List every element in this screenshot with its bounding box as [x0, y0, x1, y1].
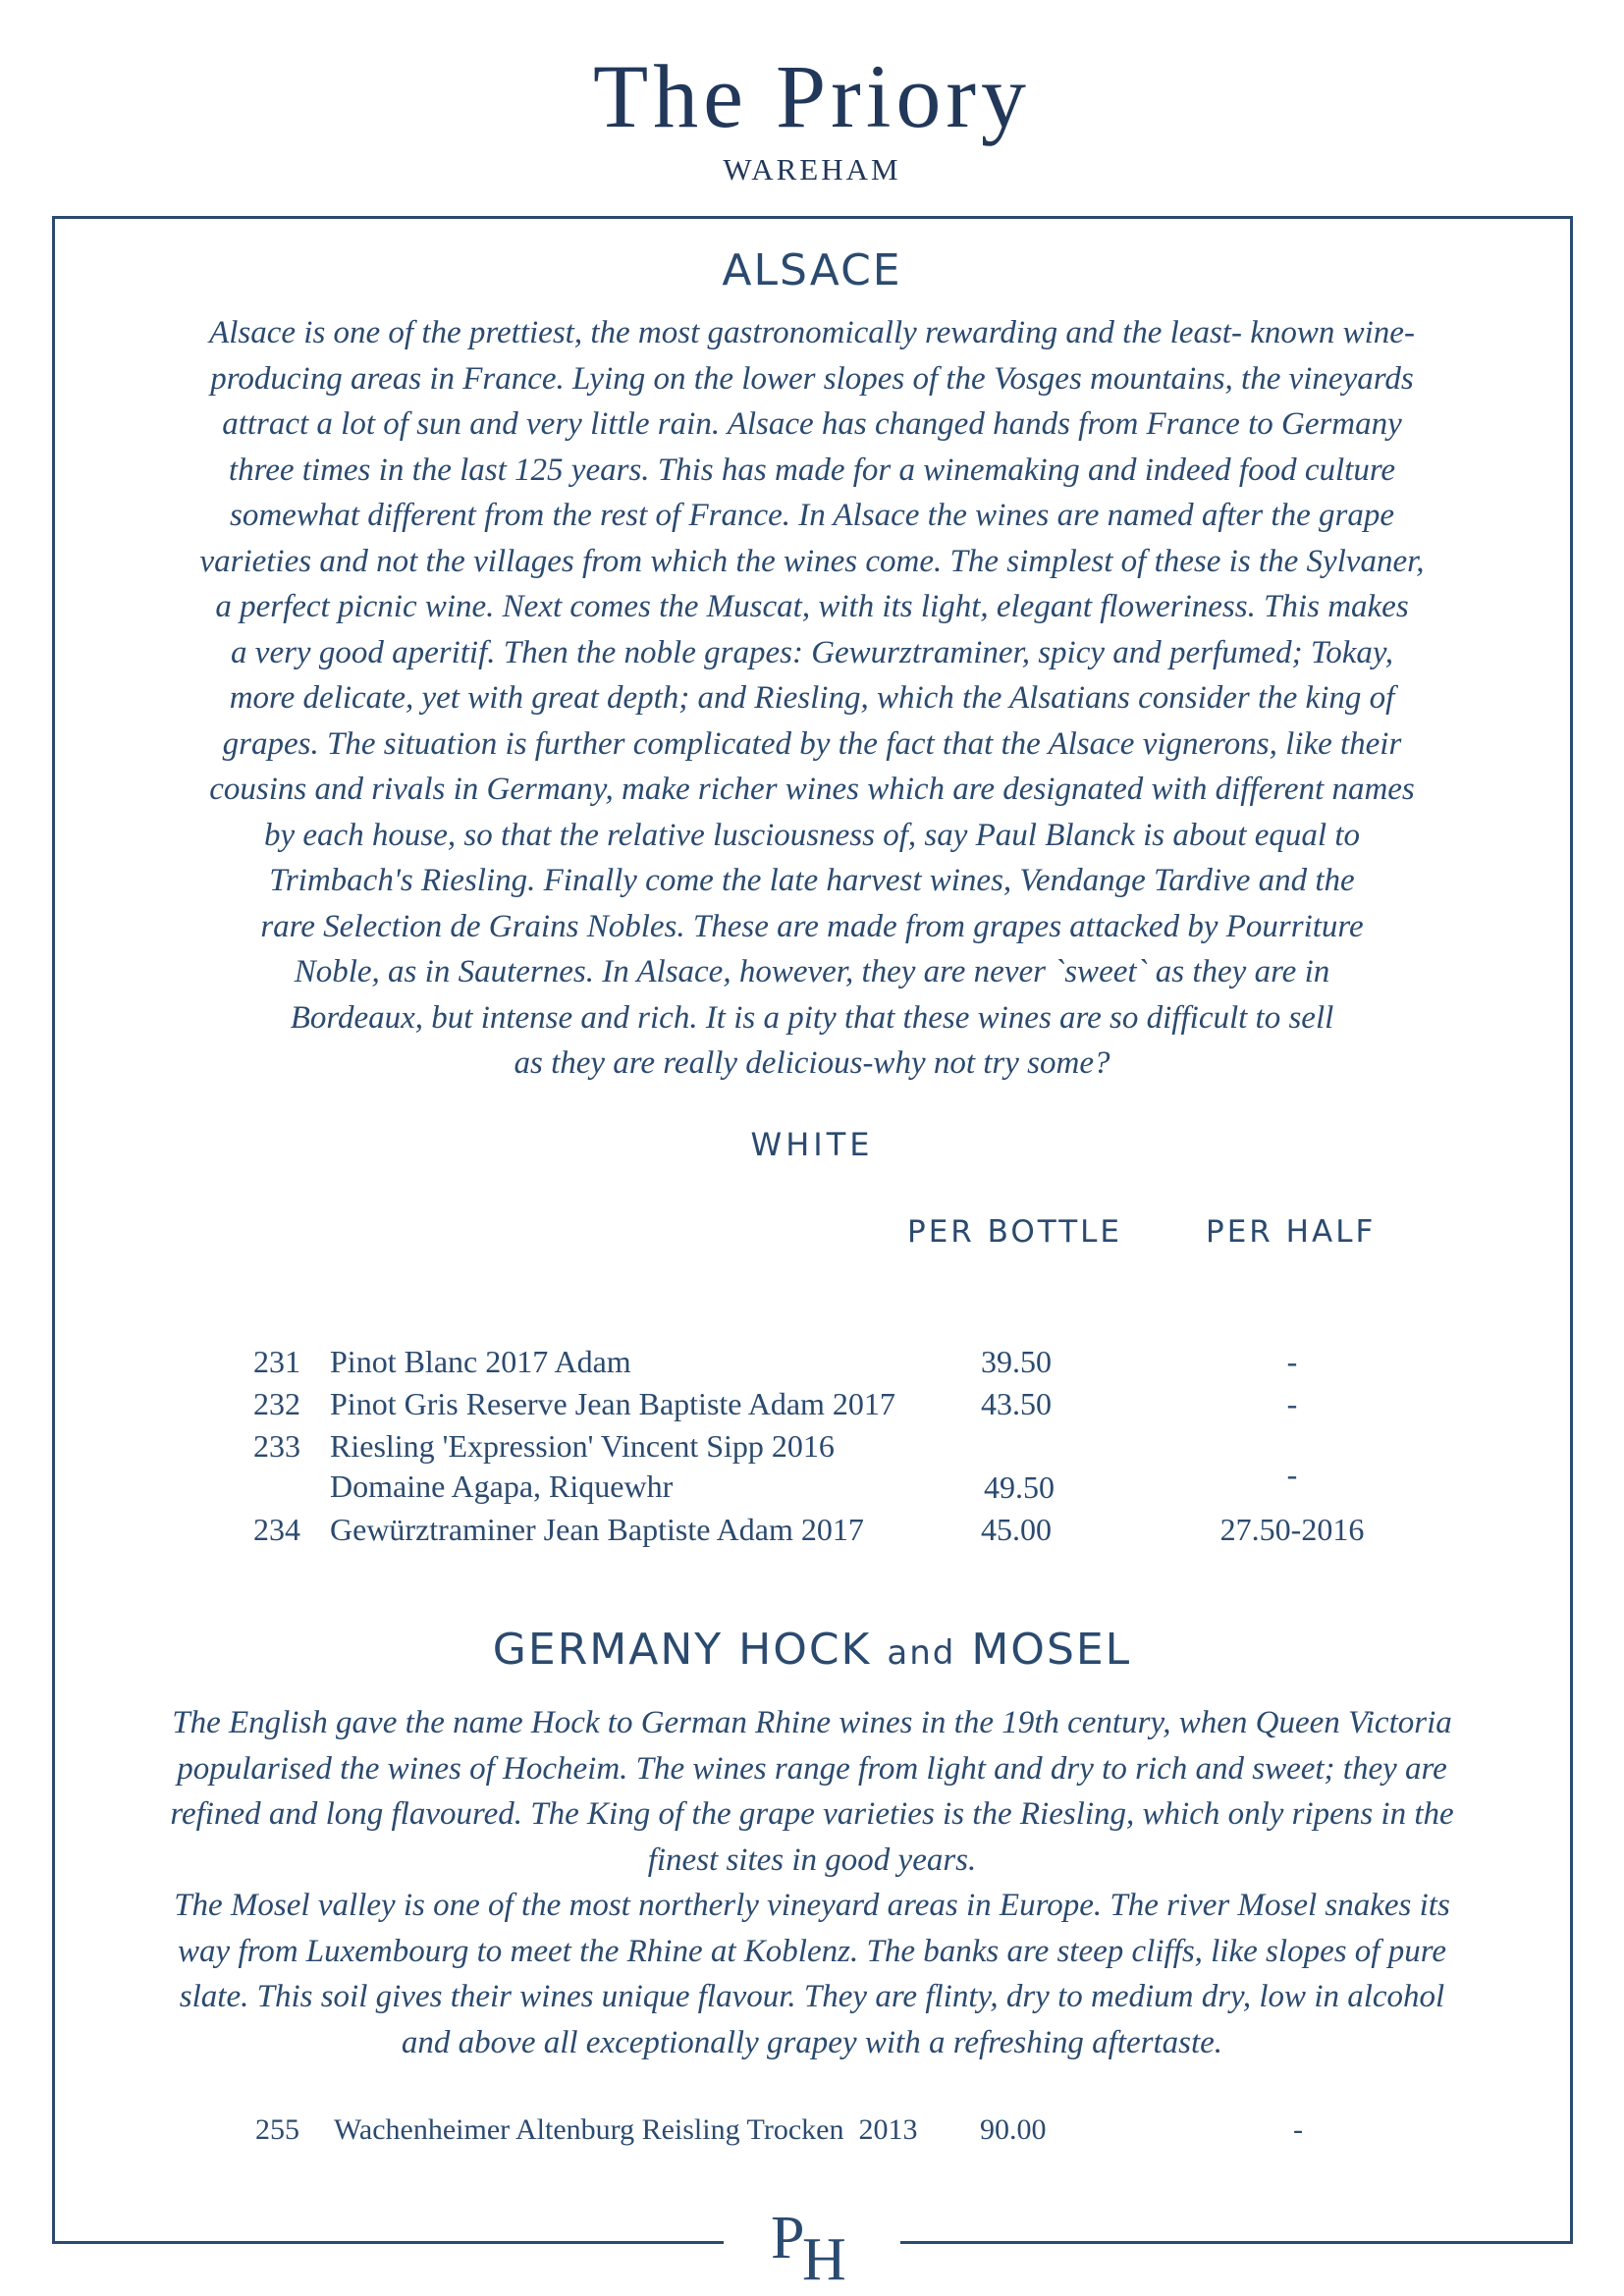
heading-part: MOSEL	[955, 1625, 1132, 1675]
wine-number: 231	[253, 1344, 300, 1379]
paragraph-line: as they are really delicious-why not try some?	[514, 1045, 1110, 1081]
wine-row	[0, 1457, 1624, 1508]
bottle-price: 43.50	[981, 1386, 1052, 1421]
bottle-price: 49.50	[984, 1469, 1055, 1505]
germany-description	[98, 1700, 1526, 2065]
paragraph-line: three times in the last 125 years. This has made for a winemaking and indeed food culture	[228, 452, 1396, 488]
paragraph-line: rare Selection de Grains Nobles. These are made from grapes attacked by Pourriture	[260, 908, 1364, 944]
paragraph-line: varieties and not the villages from which the wines come. The simplest of these is the Sylvaner,	[199, 543, 1425, 579]
alsace-description	[108, 310, 1516, 1087]
half-price: 27.50-2016	[1219, 1512, 1365, 1547]
per-half-header: PER HALF	[1206, 1214, 1377, 1250]
heading-part: GERMANY HOCK	[492, 1625, 888, 1675]
wine-name: Pinot Gris Reserve Jean Baptiste Adam 2017	[330, 1386, 895, 1421]
wine-name: Riesling 'Expression' Vincent Sipp 2016	[330, 1428, 835, 1464]
bottle-price: 45.00	[981, 1512, 1052, 1547]
wine-row	[0, 2113, 1624, 2153]
wine-number: 233	[253, 1428, 300, 1464]
paragraph-line: producing areas in France. Lying on the lower slopes of the Vosges mountains, the vineyards	[210, 360, 1414, 397]
wine-name: Domaine Agapa, Riquewhr	[330, 1468, 674, 1504]
paragraph-line: The Mosel valley is one of the most northerly vineyard areas in Europe. The river Mosel snakes its	[174, 1888, 1450, 1923]
paragraph-line: and above all exceptionally grapey with a refreshing aftertaste.	[401, 2024, 1223, 2060]
paragraph-line: Trimbach's Riesling. Finally come the late harvest wines, Vendange Tardive and the	[269, 863, 1355, 898]
paragraph-line: Bordeaux, but intense and rich. It is a pity that these wines are so difficult to sell	[290, 999, 1334, 1036]
white-subheading: WHITE	[750, 1126, 874, 1163]
wine-row	[0, 1386, 1624, 1425]
heading-and: and	[887, 1633, 956, 1673]
half-price: -	[1286, 1344, 1298, 1379]
half-price: -	[1293, 2113, 1303, 2146]
wine-name: Wachenheimer Altenburg Reisling Trocken 2013	[334, 2113, 918, 2146]
alsace-heading: ALSACE	[722, 245, 902, 295]
paragraph-line: way from Luxembourg to meet the Rhine at Koblenz. The banks are steep cliffs, like slopes of pure	[178, 1933, 1446, 1969]
paragraph-line: The English gave the name Hock to German Rhine wines in the 19th century, when Queen Victoria	[172, 1705, 1452, 1740]
paragraph-line: refined and long flavoured. The King of the grape varieties is the Riesling, which only ripens in the	[170, 1796, 1454, 1832]
wine-name: Pinot Blanc 2017 Adam	[330, 1344, 631, 1379]
paragraph-line: popularised the wines of Hocheim. The wines range from light and dry to rich and sweet; they are	[177, 1750, 1447, 1787]
paragraph-line: cousins and rivals in Germany, make richer wines which are designated with different names	[209, 772, 1415, 807]
bottle-price: 90.00	[980, 2113, 1047, 2146]
paragraph-line: more delicate, yet with great depth; and Riesling, which the Alsatians consider the king of	[229, 680, 1395, 716]
paragraph-line: Alsace is one of the prettiest, the most gastronomically rewarding and the least- known wine-	[209, 315, 1415, 350]
wine-name: Gewürztraminer Jean Baptiste Adam 2017	[330, 1512, 864, 1547]
paragraph-line: slate. This soil gives their wines unique flavour. They are flinty, dry to medium dry, low in alcohol	[179, 1979, 1445, 2014]
monogram-letter: P	[771, 2205, 805, 2271]
paragraph-line: a very good aperitif. Then the noble grapes: Gewurztraminer, spicy and perfumed; Tokay,	[231, 634, 1393, 670]
monogram-letter: H	[802, 2226, 846, 2293]
paragraph-line: a perfect picnic wine. Next comes the Muscat, with its light, elegant floweriness. This makes	[215, 589, 1409, 624]
ph-monogram-logo	[724, 2204, 900, 2293]
germany-heading	[0, 1625, 1624, 1675]
paragraph-line: finest sites in good years.	[647, 1842, 977, 1878]
wine-number: 232	[253, 1386, 300, 1421]
wine-number: 234	[253, 1512, 300, 1547]
paragraph-line: grapes. The situation is further complicated by the fact that the Alsace vignerons, like their	[222, 725, 1402, 762]
per-bottle-header: PER BOTTLE	[907, 1214, 1122, 1250]
paragraph-line: Noble, as in Sauternes. In Alsace, however, they are never `sweet` as they are in	[294, 954, 1330, 989]
bottle-price: 39.50	[981, 1344, 1052, 1379]
wine-row	[0, 1512, 1624, 1551]
wine-row	[0, 1344, 1624, 1383]
paragraph-line: somewhat different from the rest of France. In Alsace the wines are named after the grape	[230, 498, 1394, 533]
half-price: -	[1286, 1386, 1298, 1421]
paragraph-line: attract a lot of sun and very little rain. Alsace has changed hands from France to Germany	[222, 406, 1402, 442]
restaurant-location: WAREHAM	[723, 152, 901, 187]
wine-number: 255	[255, 2113, 299, 2146]
half-price: -	[1286, 1457, 1298, 1492]
paragraph-line: by each house, so that the relative lusciousness of, say Paul Blanck is about equal to	[263, 817, 1360, 853]
restaurant-name: The Priory	[592, 46, 1032, 146]
